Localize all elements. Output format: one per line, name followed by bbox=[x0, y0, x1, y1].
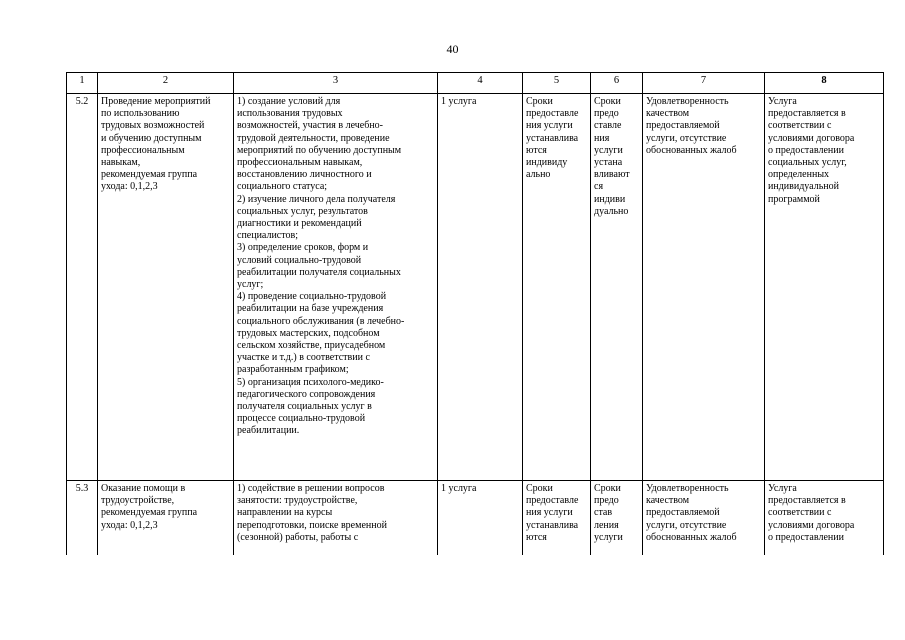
service-terms-alt: Сроки предо ставле ния услуги устана вливают ся индиви дуально bbox=[591, 94, 643, 481]
service-description: 1) содействие в решении вопросов занятости: трудоустройстве, направлении на курсы переподготовки, поиске временной (сезонной) работы, работы с bbox=[234, 481, 438, 556]
quality-criteria: Удовлетворенность качеством предоставляемой услуги, отсутствие обоснованных жалоб bbox=[643, 481, 765, 556]
table-row bbox=[67, 94, 884, 481]
header-col-8: 8 bbox=[765, 73, 884, 94]
quality-criteria: Удовлетворенность качеством предоставляемой услуги, отсутствие обоснованных жалоб bbox=[643, 94, 765, 481]
table-row bbox=[67, 481, 884, 556]
header-col-4: 4 bbox=[438, 73, 523, 94]
service-unit: 1 услуга bbox=[438, 481, 523, 556]
header-col-3: 3 bbox=[234, 73, 438, 94]
header-col-1: 1 bbox=[67, 73, 98, 94]
service-terms: Сроки предоставле ния услуги устанавлива ются bbox=[523, 481, 591, 556]
row-number: 5.3 bbox=[67, 481, 98, 556]
header-col-7: 7 bbox=[643, 73, 765, 94]
service-name: Проведение мероприятий по использованию трудовых возможностей и обучению доступным профессиональным навыкам, рекомендуемая группа ухода: 0,1,2,3 bbox=[98, 94, 234, 481]
service-name: Оказание помощи в трудоустройстве, рекомендуемая группа ухода: 0,1,2,3 bbox=[98, 481, 234, 556]
provision-conditions: Услуга предоставляется в соответствии с условиями договора о предоставлении социальных услуг, определенных индивидуальной программой bbox=[765, 94, 884, 481]
header-col-2: 2 bbox=[98, 73, 234, 94]
provision-conditions: Услуга предоставляется в соответствии с условиями договора о предоставлении bbox=[765, 481, 884, 556]
header-row bbox=[67, 73, 884, 94]
services-table bbox=[66, 72, 884, 555]
header-col-5: 5 bbox=[523, 73, 591, 94]
service-terms-alt: Сроки предо став ления услуги bbox=[591, 481, 643, 556]
service-unit: 1 услуга bbox=[438, 94, 523, 481]
service-terms: Сроки предоставле ния услуги устанавлива ются индивиду ально bbox=[523, 94, 591, 481]
service-description: 1) создание условий для использования трудовых возможностей, участия в лечебно- трудовой деятельности, проведение мероприятий по обучению доступным профессиональным навыкам, восстановлению личностного и социального статуса; 2) изучение личного дела получателя социальных услуг, результатов диагностики и рекомендаций специалистов; 3) определение сроков, форм и условий социально-трудовой реабилитации получателя социальных услуг; 4) проведение социально-трудовой реабилитации на базе учреждения социального обслуживания (в лечебно- трудовых мастерских, подсобном сельском хозяйстве, приусадебном участке и т.д.) в соответствии с разработанным графиком; 5) организация психолого-медико- педагогического сопровождения получателя социальных услуг в процессе социально-трудовой реабилитации. bbox=[234, 94, 438, 481]
header-col-6: 6 bbox=[591, 73, 643, 94]
page-number: 40 bbox=[446, 42, 459, 56]
row-number: 5.2 bbox=[67, 94, 98, 481]
